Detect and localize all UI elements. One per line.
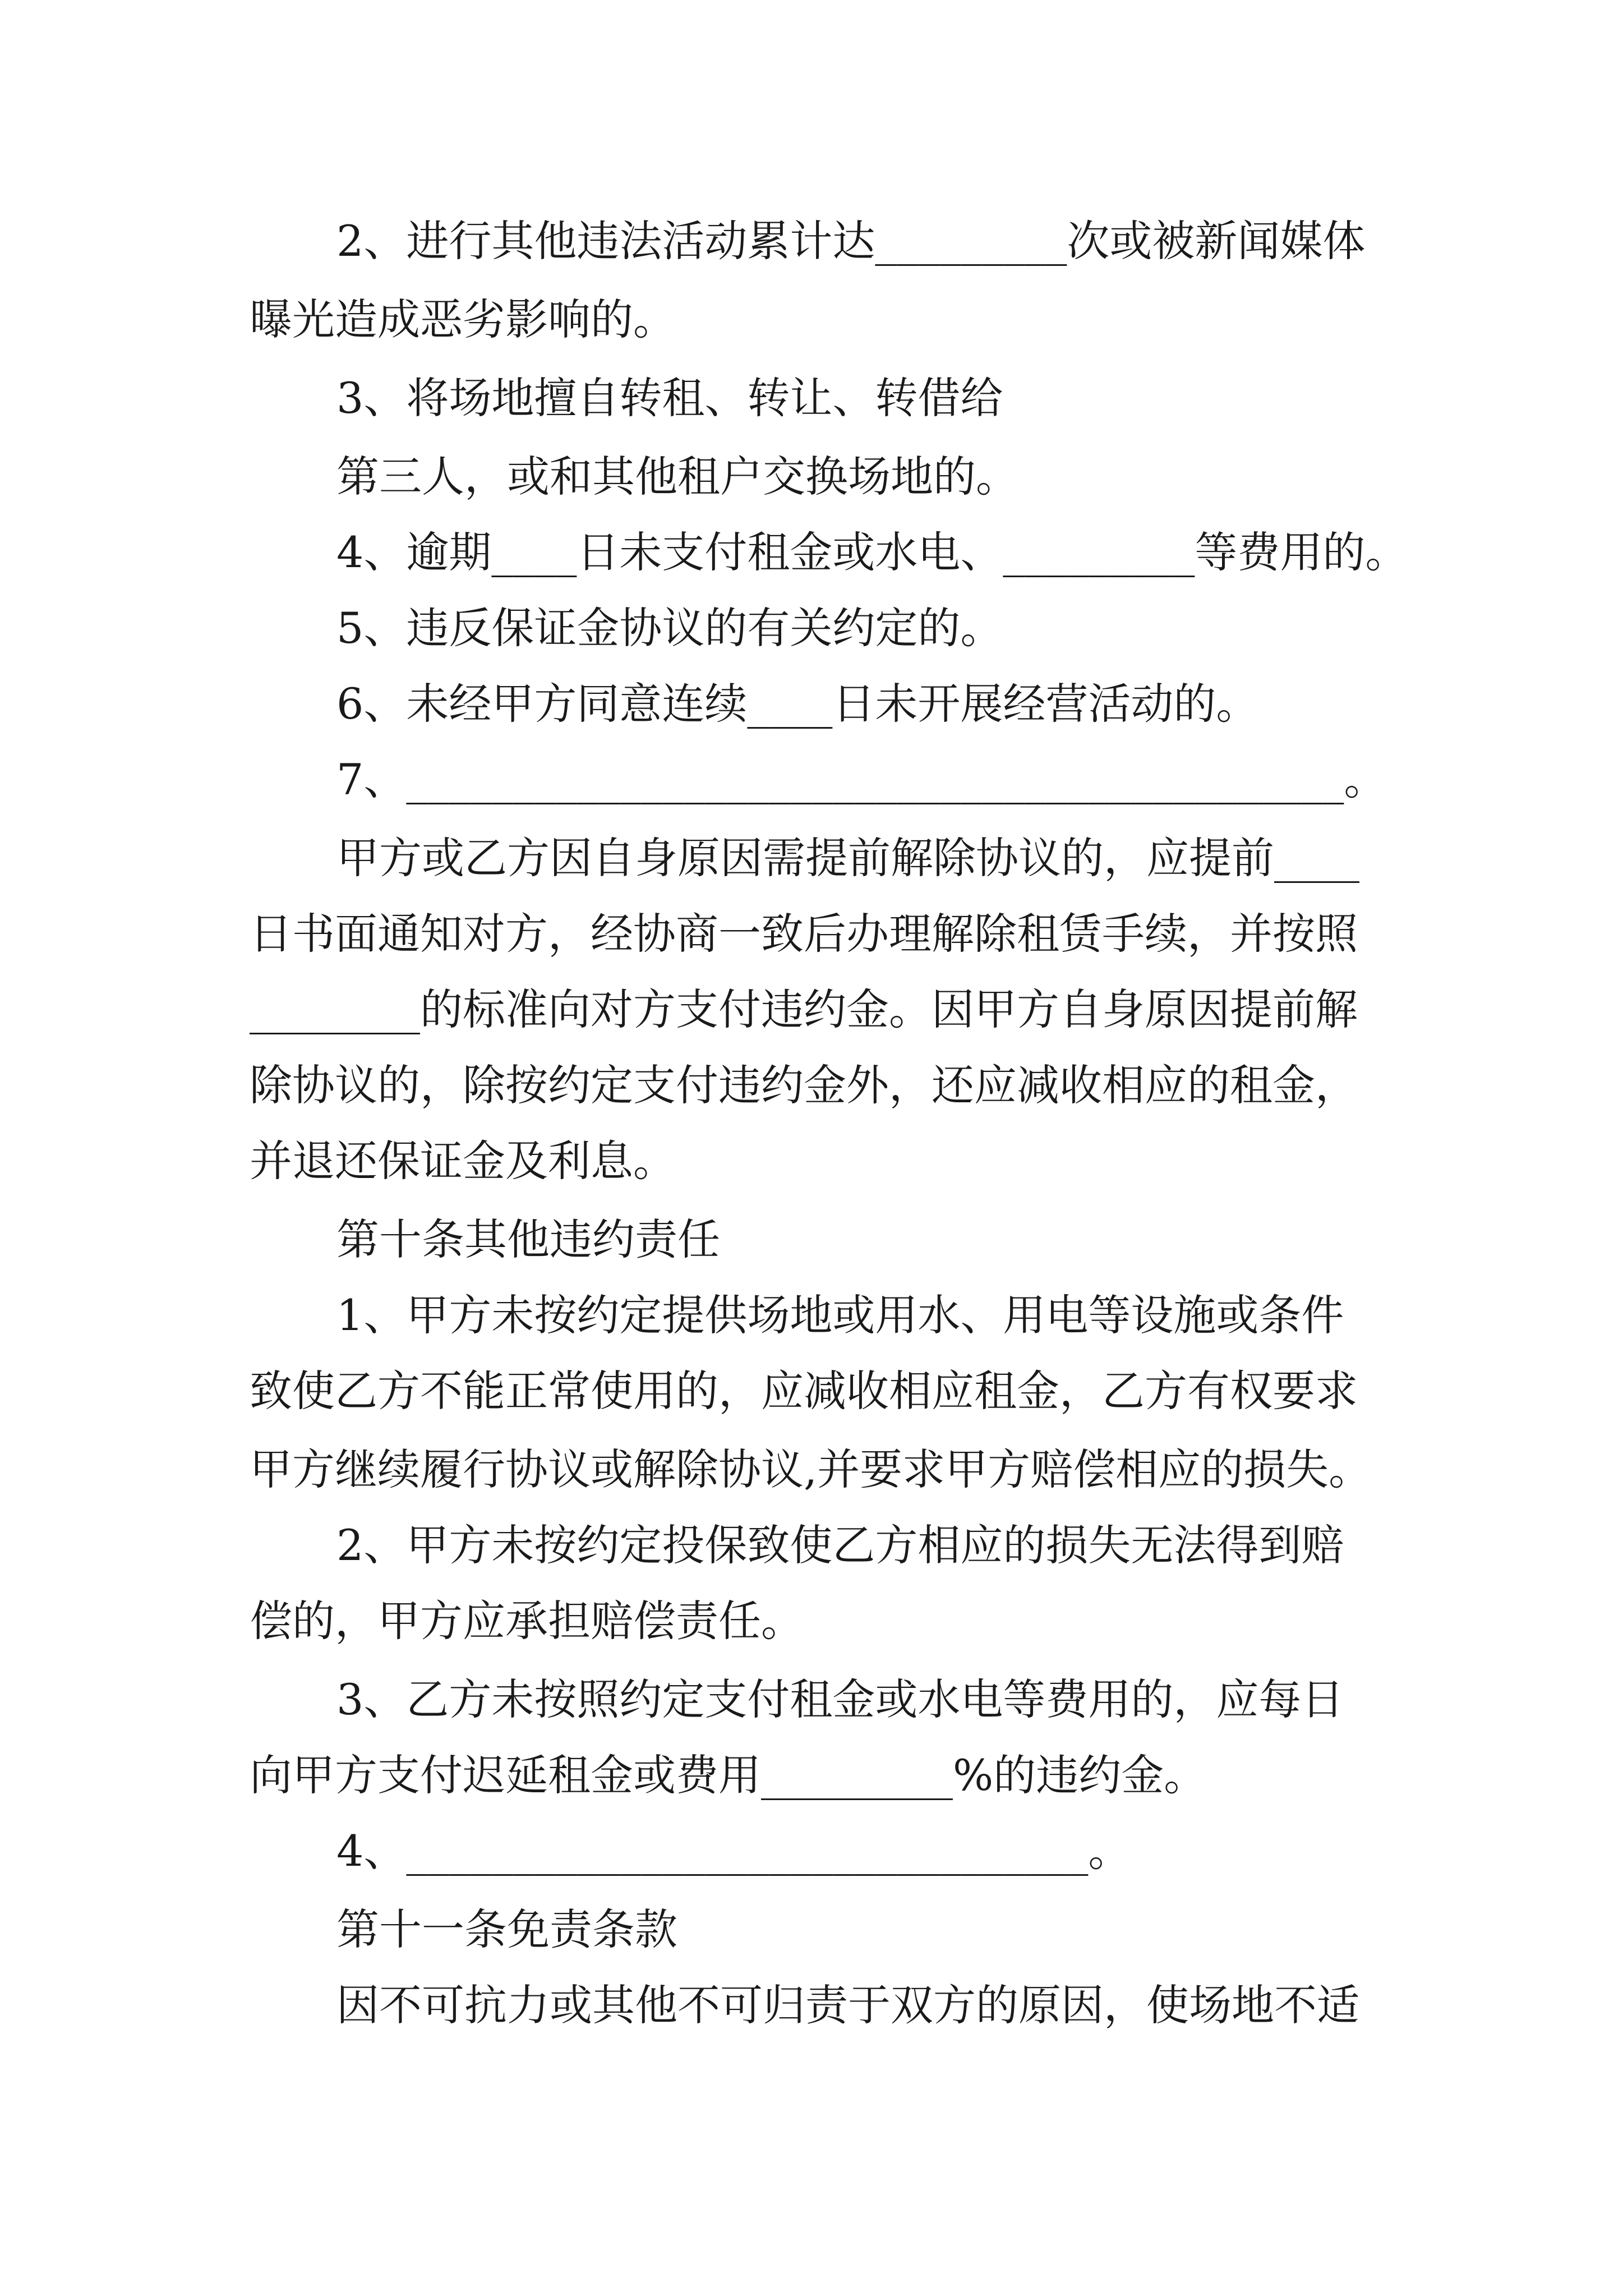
paragraph-line: 曝光造成恶劣影响的。 xyxy=(250,295,676,344)
paragraph-line: 6、未经甲方同意连续____日未开展经营活动的。 xyxy=(336,679,1259,729)
paragraph-line: 4、________________________________。 xyxy=(336,1826,1131,1876)
paragraph-line: 向甲方支付迟延租金或费用_________%的违约金。 xyxy=(250,1750,1207,1800)
paragraph-line: 1、甲方未按约定提供场地或用水、用电等设施或条件 xyxy=(336,1290,1344,1340)
paragraph-line: 7、____________________________________________。 xyxy=(336,754,1387,804)
paragraph-line: 并退还保证金及利息。 xyxy=(250,1136,676,1186)
paragraph-line: 3、乙方未按照约定支付租金或水电等费用的，应每日 xyxy=(336,1674,1344,1724)
paragraph-line: 第三人，或和其他租户交换场地的。 xyxy=(336,452,1018,501)
paragraph-line: 5、违反保证金协议的有关约定的。 xyxy=(336,603,1003,653)
paragraph-line: 2、进行其他违法活动累计达_________次或被新闻媒体 xyxy=(336,216,1366,266)
paragraph-line: ________的标准向对方支付违约金。因甲方自身原因提前解 xyxy=(250,984,1358,1034)
paragraph-line: 3、将场地擅自转租、转让、转借给 xyxy=(336,373,1003,423)
paragraph-line: 4、逾期____日未支付租金或水电、_________等费用的。 xyxy=(336,527,1408,577)
paragraph-line: 甲方或乙方因自身原因需提前解除协议的，应提前____ xyxy=(336,833,1359,883)
paragraph-line: 日书面通知对方，经协商一致后办理解除租赁手续，并按照 xyxy=(250,909,1358,959)
paragraph-line: 致使乙方不能正常使用的，应减收相应租金，乙方有权要求 xyxy=(250,1366,1358,1416)
paragraph-line: 因不可抗力或其他不可归责于双方的原因，使场地不适 xyxy=(336,1980,1359,2030)
paragraph-line: 2、甲方未按约定投保致使乙方相应的损失无法得到赔 xyxy=(336,1520,1344,1570)
section-heading: 第十条其他违约责任 xyxy=(336,1214,720,1264)
paragraph-line: 除协议的，除按约定支付违约金外，还应减收相应的租金， xyxy=(250,1060,1358,1110)
section-heading: 第十一条免责条款 xyxy=(336,1904,677,1954)
paragraph-line: 偿的，甲方应承担赔偿责任。 xyxy=(250,1596,804,1646)
paragraph-line: 甲方继续履行协议或解除协议,并要求甲方赔偿相应的损失。 xyxy=(250,1444,1372,1494)
